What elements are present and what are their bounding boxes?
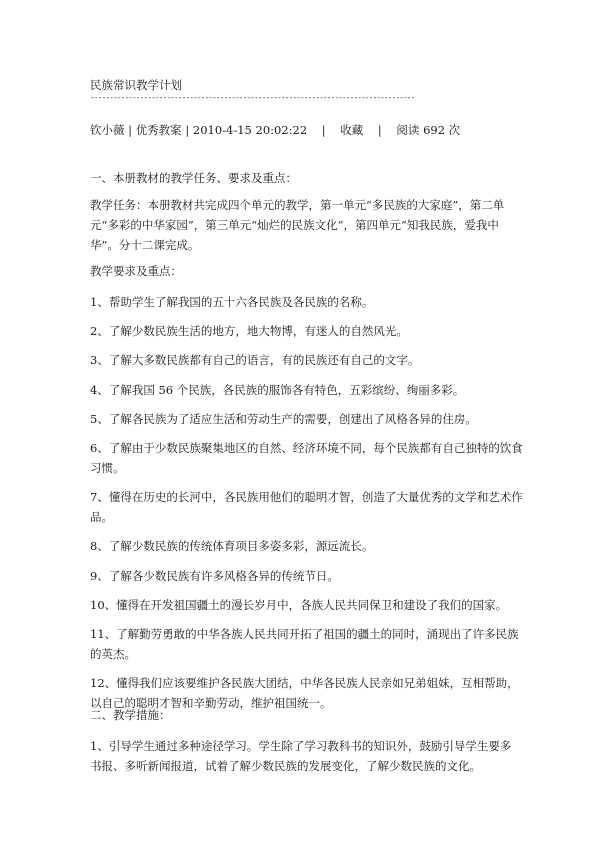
requirement-item: 12、懂得我们应该要维护各民族大团结，中华各民族人民亲如兄弟姐妹，互相帮助，以自己的聪明才智和辛勤劳动，维护祖国统一。 [90, 676, 519, 711]
document-title: 民族常识教学计划 [90, 78, 182, 92]
measure-paragraph: 1、引导学生通过多种途径学习。学生除了学习教科书的知识外，鼓励引导学生要多书报、多听新闻报道，试着了解少数民族的发展变化，了解少数民族的文化。 [90, 739, 512, 773]
requirements-heading: 教学要求及重点： [90, 264, 182, 278]
teaching-tasks-paragraph: 教学任务：本册教材共完成四个单元的教学，第一单元“多民族的大家庭”，第二单元“多彩的中华家园”，第三单元“灿烂的民族文化”，第四单元“知我民族，爱我中华”。分十二课完成。 [90, 198, 505, 252]
requirement-item: 9、了解各少数民族有许多风格各异的传统节日。 [90, 568, 339, 583]
requirement-item: 8、了解少数民族的传统体育项目多姿多彩，源远流长。 [90, 539, 374, 554]
meta-divider: | [128, 123, 136, 137]
meta-line [90, 120, 520, 140]
requirement-item: 3、了解大多数民族都有自己的语言，有的民族还有自己的文字。 [90, 353, 420, 368]
favorite-link[interactable]: 收藏 [340, 123, 364, 137]
meta-divider: | [310, 123, 337, 137]
requirement-item: 7、懂得在历史的长河中，各民族用他们的聪明才智，创造了大量优秀的文学和艺术作品。 [90, 490, 523, 525]
meta-divider: | [366, 123, 393, 137]
meta-divider: | [185, 123, 193, 137]
requirement-item: 2、了解少数民族生活的地方，地大物博，有迷人的自然风光。 [90, 324, 408, 339]
title-separator: ------------------------------------------------------------------------------------- [90, 93, 415, 102]
read-count: 阅读 692 次 [396, 123, 461, 137]
requirement-item: 5、了解各民族为了适应生活和劳动生产的需要，创建出了风格各异的住房。 [90, 411, 477, 426]
category-link[interactable]: 优秀教案 [135, 123, 182, 137]
requirement-item: 10、懂得在开发祖国疆土的漫长岁月中，各族人民共同保卫和建设了我们的国家。 [90, 597, 508, 612]
section-heading-1: 一、本册教材的教学任务、要求及重点： [90, 171, 297, 185]
requirements-list [90, 292, 525, 722]
requirement-item: 11、了解勤劳勇敢的中华各族人民共同开拓了祖国的疆土的同时，涌现出了许多民族的英杰。 [90, 626, 519, 661]
requirement-item: 1、帮助学生了解我国的五十六各民族及各民族的名称。 [90, 295, 374, 309]
post-datetime: 2010-4-15 20:02:22 [192, 123, 308, 137]
author-link[interactable]: 钦小薇 [90, 123, 125, 137]
requirement-item: 6、了解由于少数民族聚集地区的自然、经济环境不同，每个民族都有自己独特的饮食习惯。 [90, 440, 523, 475]
requirement-item: 4、了解我国 56 个民族，各民族的服饰各有特色，五彩缤纷、绚丽多彩。 [90, 382, 465, 397]
section-heading-2: 二、教学措施： [90, 708, 171, 722]
